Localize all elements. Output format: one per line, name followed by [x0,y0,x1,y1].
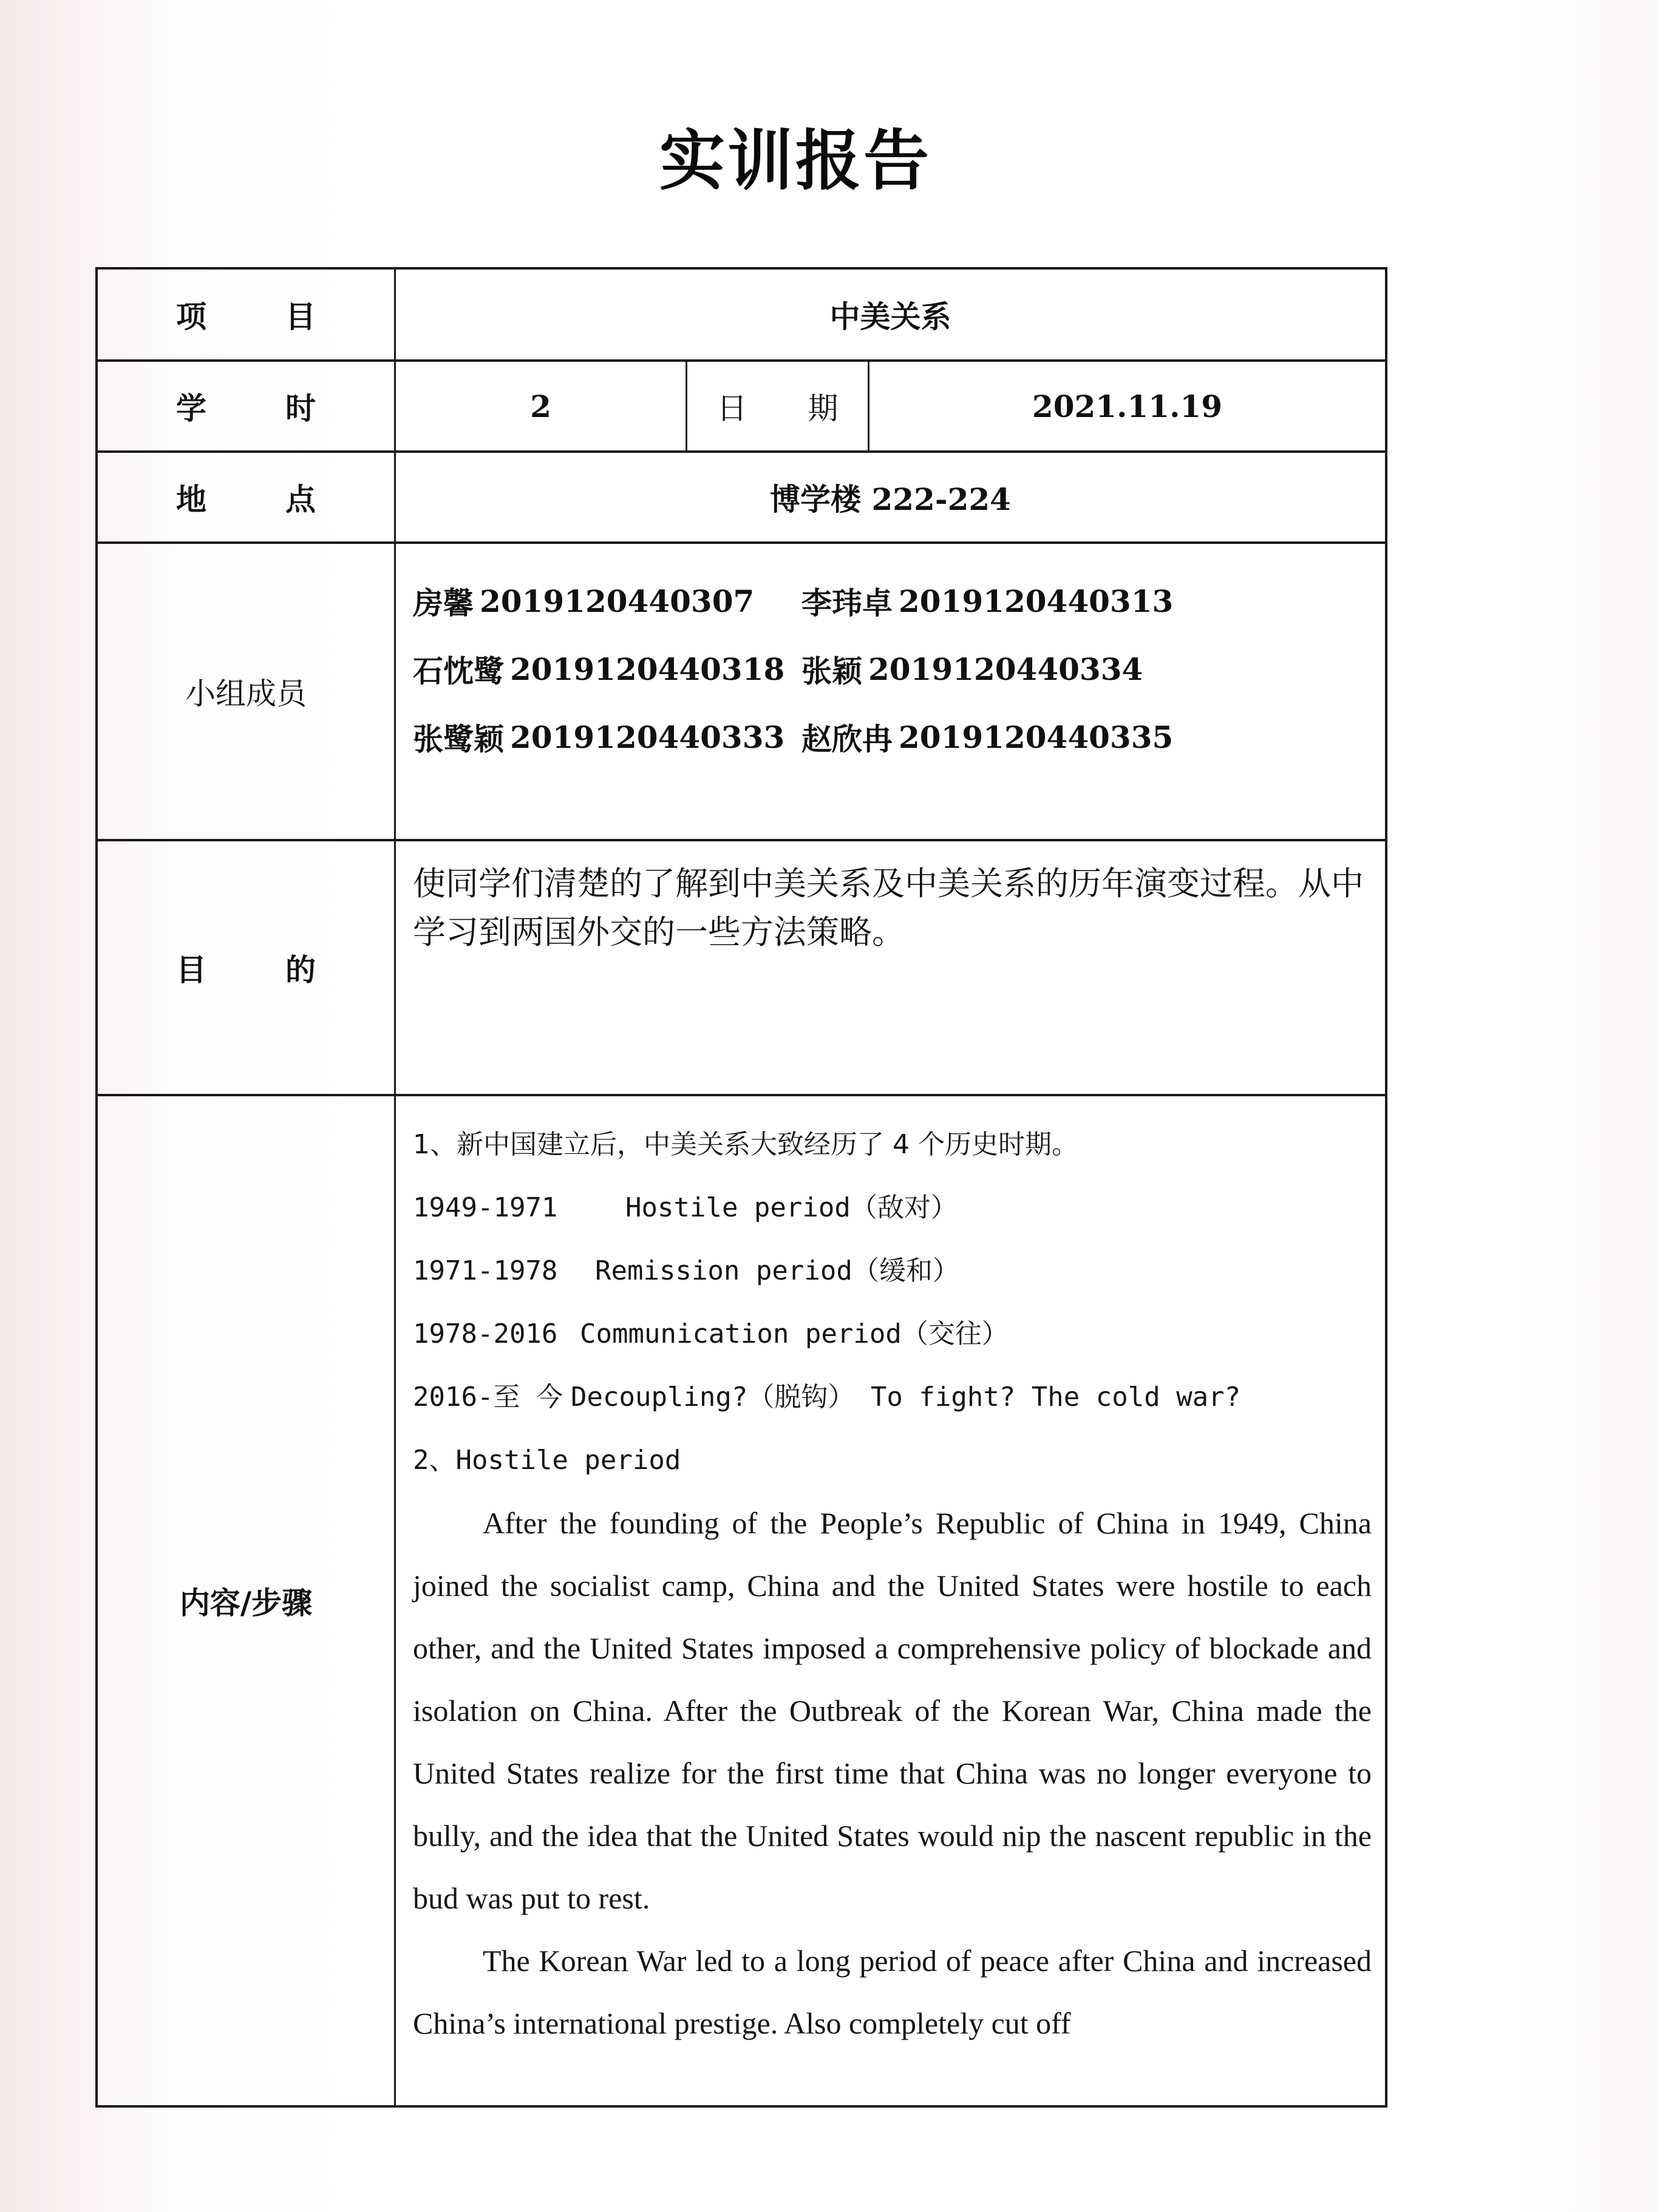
period-item [413,1303,1372,1366]
member-item [413,567,801,635]
paragraph-text: After the founding of the People’s Republic of China in 1949, China joined the socialist camp, China and the United States were hostile to each other, and the United States imposed a comprehensive policy of blockade and isolation on China. After the Outbreak of the Korean War, China made the United States realize for the first time that China was no longer everyone to bully, and the idea that the United States would nip the nascent republic in the bud was put to rest. [413,1506,1372,1915]
member-name: 张鹭颖 [413,722,504,757]
place-label [98,453,396,541]
period-item [413,1366,1372,1429]
period-desc: Decoupling?（脱钩） To fight? The cold war? [571,1382,1241,1413]
paragraph-text: The Korean War led to a long period of peace after China and increased China’s international prestige. Also completely cut off [413,1944,1372,2040]
row-members [98,544,1385,841]
period-years: 1978-2016 [413,1318,558,1349]
member-item [801,567,1227,635]
content-intro: 1、新中国建立后，中美关系大致经历了 4 个历史时期。 [413,1129,1078,1160]
member-name: 赵欣冉 [801,722,893,757]
row-project [98,270,1385,362]
member-name: 李玮卓 [801,586,893,621]
period-years: 1949-1971 [413,1192,558,1223]
member-id: 2019120440335 [899,719,1174,755]
period-item [413,1240,1372,1303]
project-label-char-2: 目 [285,299,316,334]
member-id: 2019120440334 [868,651,1143,687]
row-purpose [98,841,1385,1096]
row-hours-date [98,362,1385,453]
period-desc: Communication period（交往） [580,1318,1009,1349]
members-list [396,544,1385,839]
purpose-label-char-2: 的 [285,952,316,988]
document-title: 实训报告 [659,123,931,199]
place-label-char-2: 点 [285,482,316,517]
member-id: 2019120440333 [510,719,785,755]
report-table [95,267,1387,2108]
content-label: 内容/步骤 [98,1096,396,2105]
hours-label-char-1: 学 [176,391,206,426]
hours-value: 2 [396,362,687,450]
member-id: 2019120440307 [480,583,755,619]
members-label: 小组成员 [98,544,396,839]
date-label [687,362,869,450]
hours-label-char-2: 时 [285,391,316,426]
content-paragraph [413,1930,1372,2055]
project-value: 中美关系 [829,299,951,334]
date-label-char-1: 日 [716,391,747,426]
member-item [413,703,801,771]
purpose-label [98,841,396,1094]
member-item [413,635,801,703]
date-value: 2021.11.19 [1032,388,1223,424]
purpose-text: 使同学们清楚的了解到中美关系及中美关系的历年演变过程。从中学习到两国外交的一些方法策略。 [413,864,1364,951]
member-name: 张颖 [801,654,862,689]
date-label-char-2: 期 [808,391,839,426]
period-desc: Remission period（缓和） [595,1255,959,1286]
member-id: 2019120440313 [899,583,1174,619]
member-item [801,635,1227,703]
project-label-char-1: 项 [176,299,206,334]
content-paragraph [413,1492,1372,1930]
member-item [801,703,1227,771]
place-label-char-1: 地 [176,482,206,517]
member-name: 石忱鹭 [413,654,504,689]
row-content [98,1096,1385,2105]
purpose-label-char-1: 目 [176,952,206,988]
period-years: 2016-至 今 [413,1382,563,1413]
member-name: 房馨 [413,586,474,621]
period-years: 1971-1978 [413,1255,558,1286]
project-label [98,270,396,359]
period-desc: Hostile period（敌对） [625,1192,958,1223]
hours-label [98,362,396,450]
content-body [396,1096,1385,2105]
row-place [98,453,1385,544]
section-2-heading: 2、Hostile period [413,1445,681,1476]
period-item [413,1176,1372,1240]
member-id: 2019120440318 [510,651,785,687]
place-value: 博学楼 222-224 [770,481,1011,517]
